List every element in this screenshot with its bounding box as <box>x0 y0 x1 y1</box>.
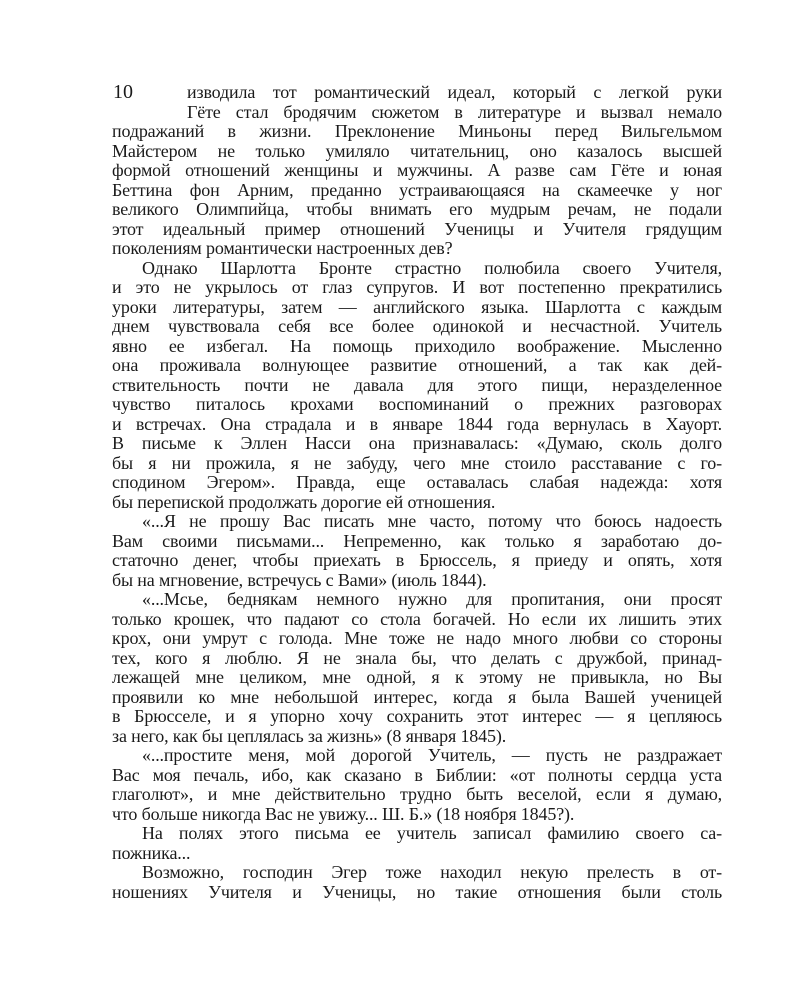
page-body-text <box>112 83 722 902</box>
text-line: подражаний в жизни. Преклонение Миньоны перед Вильгельмом <box>112 121 722 141</box>
text-line: пожника... <box>112 842 191 863</box>
text-line: великого Олимпийца, чтобы внимать его мудрым речам, не подали <box>112 199 722 219</box>
text-line: только крошек, что падают со стола богачей. Но если их лишить этих <box>112 608 722 629</box>
text-line: формой отношений женщины и мужчины. А разве сам Гёте и юная <box>112 160 722 180</box>
text-line: Возможно, господин Эгер тоже находил некую прелесть в от- <box>142 862 722 882</box>
text-line: за него, как бы цеплялась за жизнь» (8 января 1845). <box>112 725 507 746</box>
text-line: поколениям романтически настроенных дев? <box>112 238 453 258</box>
text-line: что больше никогда Вас не увижу... Ш. Б.» (18 ноября 1845?). <box>112 803 575 824</box>
text-line: сподином Эгером». Правда, еще оставалась слабая надежда: хотя <box>112 472 722 492</box>
text-line: Вам своими письмами... Непременно, как только я заработаю до- <box>112 530 722 551</box>
text-line: глаголют», и мне действительно трудно быть веселой, если я думаю, <box>112 784 722 804</box>
text-line: бы перепиской продолжать дорогие ей отношения. <box>112 491 496 512</box>
text-line: «...простите меня, мой дорогой Учитель, — пусть не раздражает <box>142 745 722 765</box>
text-line: днем чувствовала себя все более одинокой и несчастной. Учитель <box>112 316 722 336</box>
page-number: 10 <box>113 81 133 103</box>
text-line: Однако Шарлотта Бронте страстно полюбила своего Учителя, <box>142 257 722 278</box>
text-line: этот идеальный пример отношений Ученицы и Учителя грядущим <box>112 218 722 239</box>
text-line: Гёте стал бродячим сюжетом в литературе и вызвал немало <box>187 101 722 122</box>
text-line: чувство питалось крохами воспоминаний о прежних разговорах <box>112 394 722 414</box>
text-line: В письме к Эллен Насси она признавалась: «Думаю, сколь долго <box>112 433 722 453</box>
text-line: проявили ко мне небольшой интерес, когда я была Вашей ученицей <box>112 686 722 707</box>
text-line: ношениях Учителя и Ученицы, но такие отношения были столь <box>112 881 722 902</box>
text-line: статочно денег, чтобы приехать в Брюссель, я приеду и опять, хотя <box>112 550 722 570</box>
text-line: явно ее избегал. На помощь приходило воображение. Мысленно <box>112 335 722 356</box>
text-line: бы на мгновение, встречусь с Вами» (июль 1844). <box>112 569 487 590</box>
text-line: в Брюсселе, и я упорно хочу сохранить этот интерес — я цепляюсь <box>112 706 722 726</box>
text-line: На полях этого письма ее учитель записал фамилию своего са- <box>142 823 722 843</box>
text-line: «...Мсье, беднякам немного нужно для пропитания, они просят <box>142 589 722 609</box>
text-line: лежащей мне целиком, мне одной, я к этому не привыкла, но Вы <box>112 667 722 687</box>
text-line: и это не укрылось от глаз супругов. И вот постепенно прекратились <box>112 277 722 297</box>
text-line: уроки литературы, затем — английского языка. Шарлотта с каждым <box>112 296 722 317</box>
text-line: «...Я не прошу Вас писать мне часто, потому что боюсь надоесть <box>142 511 722 531</box>
text-line: Майстером не только умиляло читательниц, оно казалось высшей <box>112 140 722 161</box>
text-line: ствительность почти не давала для этого пищи, неразделенное <box>112 374 722 395</box>
text-line: тех, кого я люблю. Я не знала бы, что делать с дружбой, принад- <box>112 647 722 668</box>
text-line: и встречах. Она страдала и в январе 1844 года вернулась в Хауорт. <box>112 413 722 434</box>
text-line: крох, они умрут с голода. Мне тоже не надо много любви со стороны <box>112 628 722 648</box>
text-line: Вас моя печаль, ибо, как сказано в Библии: «от полноты сердца уста <box>112 764 722 785</box>
text-line: Беттина фон Арним, преданно устраивающаяся на скамеечке у ног <box>112 179 722 200</box>
text-line: она проживала волнующее развитие отношений, а так как дей- <box>112 355 722 375</box>
text-line: изводила тот романтический идеал, который с легкой руки <box>187 82 722 102</box>
text-line: бы я ни прожила, я не забуду, чего мне стоило расставание с го- <box>112 452 722 473</box>
